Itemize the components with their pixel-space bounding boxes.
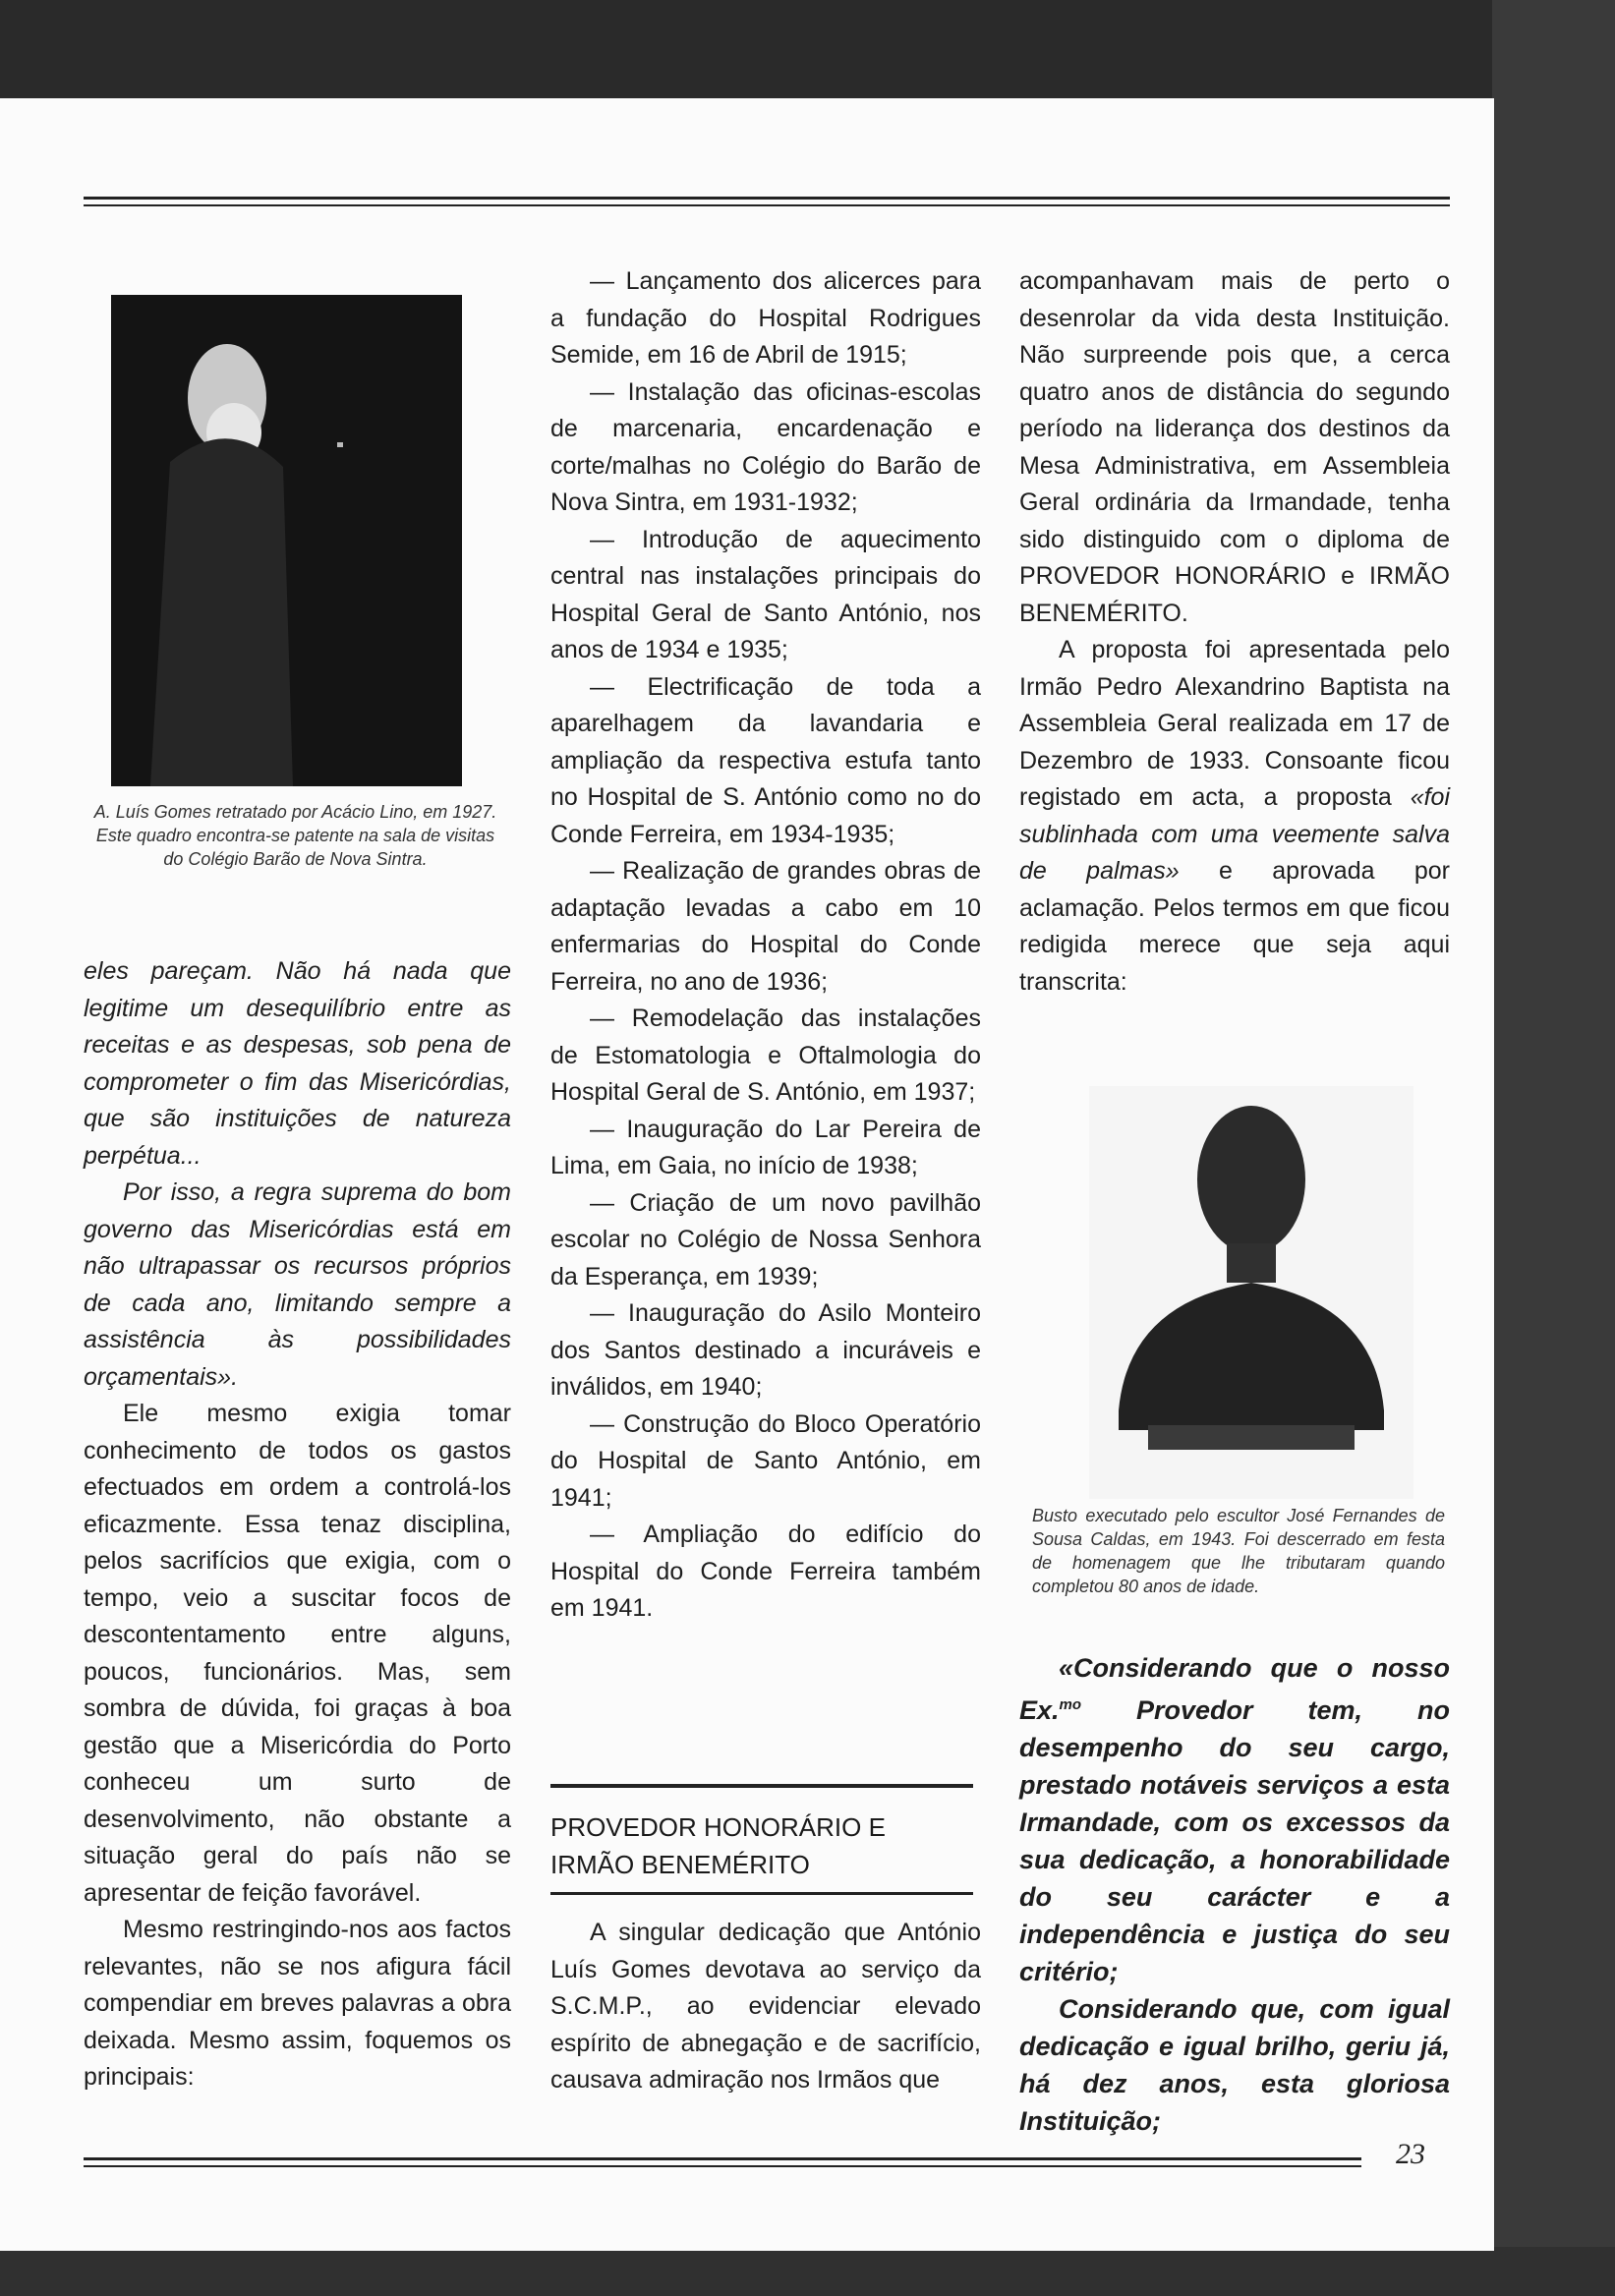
portrait-illustration (111, 295, 462, 786)
bust-caption: Busto executado pelo escultor José Fernandes de Sousa Caldas, em 1943. Foi descerrado em festa de homenagem que lhe tributaram quando completou 80 anos de idade. (1032, 1506, 1445, 1596)
resolution-quote-2: Considerando que, com igual dedicação e igual brilho, geriu já, há dez anos, esta gloriosa Instituição; (1019, 1994, 1450, 2136)
scan-border-top (0, 0, 1615, 106)
section-top-rule (550, 1784, 973, 1788)
paragraph-dedication: A singular dedicação que António Luís Gomes devotava ao serviço da S.C.M.P., ao evidenciar elevado espírito de abnegação e de sacrifício, causava admiração nos Irmãos que (550, 1919, 981, 2094)
portrait-photo (111, 295, 462, 786)
paragraph-rule: Por isso, a regra suprema do bom governo das Misericórdias está em não ultrapassar os recursos próprios de cada ano, limitando sempre a assistência às possibilidades orçamentais». (84, 1178, 511, 1391)
column-middle-section (550, 1915, 981, 2099)
column-right-quote (1019, 1649, 1450, 2140)
list-item: — Construção do Bloco Operatório do Hospital de Santo António, em 1941; (550, 1409, 981, 1512)
paragraph-honorary: acompanhavam mais de perto o desenrolar da vida desta Instituição. Não surpreende pois que, a cerca quatro anos de distância do segundo período na liderança dos destinos da Mesa Administrativa, em Assembleia Geral ordinária da Irmandade, tenha sido distinguido com o diploma de PROVEDOR HONORÁRIO e IRMÃO BENEMÉRITO. (1019, 267, 1450, 627)
portrait-caption: A. Luís Gomes retratado por Acácio Lino, em 1927. Este quadro encontra-se patente na sala de visitas do Colégio Barão de Nova Sintra. (93, 802, 497, 869)
paragraph-principals: Mesmo restringindo-nos aos factos relevantes, não se nos afigura fácil compendiar em breves palavras a obra deixada. Mesmo assim, foquemos os principais: (84, 1916, 511, 2091)
proposal-text-b: e aprovada por aclamação. Pelos termos em que ficou redigida merece que seja aqui transcrita: (1019, 857, 1450, 996)
list-item: — Inauguração do Asilo Monteiro dos Santos destinado a incuráveis e inválidos, em 1940; (550, 1299, 981, 1401)
scan-border-right (1492, 0, 1615, 2296)
list-item: — Electrificação de toda a aparelhagem da lavandaria e ampliação da respectiva estufa tanto no Hospital de S. António como no do Conde Ferreira, em 1934-1935; (550, 672, 981, 848)
bust-illustration (1089, 1086, 1413, 1499)
list-item: — Ampliação do edifício do Hospital do Conde Ferreira também em 1941. (550, 1521, 981, 1622)
section-heading-underline (550, 1892, 973, 1895)
list-item: — Criação de um novo pavilhão escolar no Colégio de Nossa Senhora da Esperança, em 1939; (550, 1188, 981, 1291)
scan-border-bottom (0, 2247, 1615, 2296)
paragraph-quote-end: eles pareçam. Não há nada que legitime um desequilíbrio entre as receitas e as despesas, sob pena de comprometer o fim das Misericórdias, que são instituições de natureza perpétua... (84, 957, 511, 1170)
list-item: — Introdução de aquecimento central nas instalações principais do Hospital Geral de Santo António, nos anos de 1934 e 1935; (550, 525, 981, 663)
section-heading: PROVEDOR HONORÁRIO E IRMÃO BENEMÉRITO (550, 1812, 886, 1879)
quote-1-superscript: mo (1059, 1696, 1082, 1713)
paragraph-discipline: Ele mesmo exigia tomar conhecimento de todos os gastos efectuados em ordem a controlá-los eficazmente. Essa tenaz disciplina, pelos sacrifícios que exigia, com o tempo, veio a suscitar focos de descontentamento entre alguns, poucos, funcionários. Mas, sem sombra de dúvida, foi graças à boa gestão que a Misericórdia do Porto conheceu um surto de desenvolvimento, não obstante a situação geral do país não se apresentar de feição favorável. (84, 1400, 511, 1907)
paragraph-proposal (1019, 632, 1450, 1001)
quote-1-a: «Considerando que o nosso Ex. (1019, 1653, 1450, 1725)
list-item: — Inauguração do Lar Pereira de Lima, em Gaia, no início de 1938; (550, 1115, 981, 1179)
list-item: — Realização de grandes obras de adaptação levadas a cabo em 10 enfermarias do Hospital do Conde Ferreira, no ano de 1936; (550, 857, 981, 996)
quote-1-b: Provedor tem, no desempenho do seu cargo, prestado notáveis serviços a esta Irmandade, com os excessos da sua dedicação, a honorabilidade do seu carácter e a independência e justiça do seu critério; (1019, 1695, 1450, 1986)
list-item: — Lançamento dos alicerces para a fundação do Hospital Rodrigues Semide, em 16 de Abril de 1915; (550, 267, 981, 369)
proposal-text-a: A proposta foi apresentada pelo Irmão Pedro Alexandrino Baptista na Assembleia Geral realizada em 17 de Dezembro de 1933. Consoante ficou registado em acta, a proposta (1019, 636, 1450, 811)
bust-photo (1089, 1086, 1413, 1499)
list-item: — Remodelação das instalações de Estomatologia e Oftalmologia do Hospital Geral de S. António, em 1937; (550, 1004, 981, 1106)
list-item: — Instalação das oficinas-escolas de marcenaria, encardenação e corte/malhas no Colégio do Barão de Nova Sintra, em 1931-1932; (550, 377, 981, 516)
resolution-quote-1 (1019, 1649, 1450, 1990)
proposal-quote: «foi sublinhada com uma veemente salva de palmas» (1019, 783, 1450, 885)
column-left (84, 953, 511, 2096)
top-double-rule (84, 197, 1450, 206)
page-number: 23 (1396, 2138, 1425, 2170)
column-right (1019, 263, 1450, 1001)
column-middle (550, 263, 981, 1628)
bottom-double-rule (84, 2157, 1361, 2167)
